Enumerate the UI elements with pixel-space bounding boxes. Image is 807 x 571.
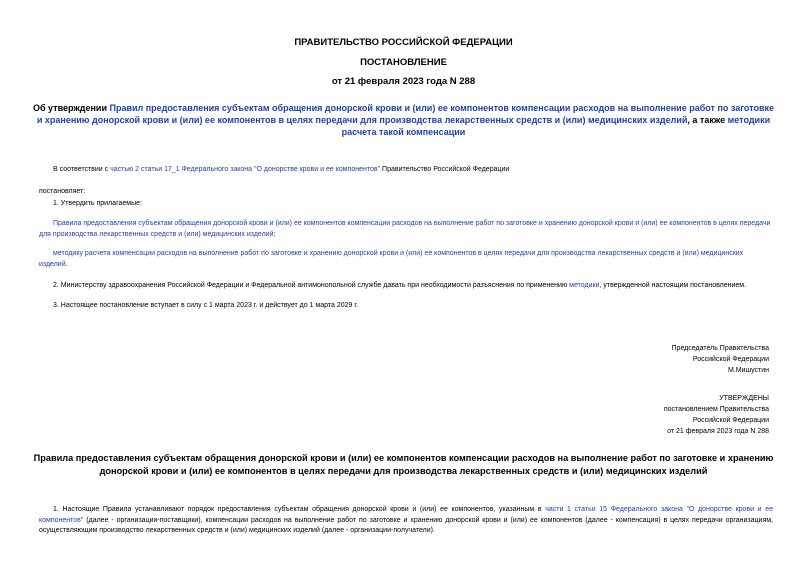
item-1b-method-link[interactable]: методику расчета компенсации расходов на выполнение работ по заготовке и хранению донорской крови и (или) ее компонентов в целях передачи для производства лекарственных средств и (или) медицинских изделий. bbox=[39, 250, 744, 268]
approved-country: Российской Федерации bbox=[692, 417, 769, 424]
government-heading: ПРАВИТЕЛЬСТВО РОССИЙСКОЙ ФЕДЕРАЦИИ bbox=[294, 37, 513, 48]
document-title bbox=[30, 102, 777, 138]
signature-name: М.Мишустин bbox=[727, 367, 769, 374]
signature-block bbox=[672, 343, 769, 376]
resolves-text: постановляет: bbox=[39, 188, 86, 195]
item-2-suffix: , утвержденной настоящим постановлением. bbox=[599, 282, 747, 289]
item-3: 3. Настоящее постановление вступает в силу с 1 марта 2023 г. и действует до 1 марта 2029 г. bbox=[53, 302, 358, 309]
title-middle: , а также bbox=[687, 115, 728, 125]
intro-paragraph bbox=[53, 165, 773, 176]
item-2 bbox=[53, 281, 773, 292]
approved-date: от 21 февраля 2023 года N 288 bbox=[667, 428, 769, 435]
title-method-link[interactable]: методики расчета такой компенсации bbox=[341, 115, 771, 137]
signature-title: Председатель Правительства bbox=[671, 345, 769, 352]
title-rules-link[interactable]: Правил предоставления субъектам обращения донорской крови и (или) ее компонентов компенсации расходов на выполнение работ по заготовке и хранению донорской крови и (или) ее компонентов в целях передачи для производства лекарственных средств и (или) медицинских изделий bbox=[36, 103, 774, 125]
item-1a-rules-link[interactable]: Правила предоставления субъектам обращения донорской крови и (или) ее компонентов компенсации расходов на выполнение работ по заготовке и хранению донорской крови и (или) ее компонентов в целях передачи для производства лекарственных средств и (или) медицинских изделий; bbox=[39, 220, 771, 238]
item-2-method-link[interactable]: методики bbox=[569, 282, 600, 289]
item-1: 1. Утвердить прилагаемые: bbox=[53, 200, 142, 207]
approved-block bbox=[664, 393, 769, 437]
item-2-prefix: 2. Министерству здравоохранения Российской Федерации и Федеральной антимонопольной службе давать при необходимости разъяснения по применению bbox=[53, 282, 570, 289]
rules-item-1-suffix: (далее - организации-поставщики), компенсации расходов на выполнение работ по заготовке и хранению донорской крови и (или) ее компонентов (далее - компенсация) в целях передачи организациям, осуществляющим производство лекарственных средств и (или) медицинских изделий (далее - организации-получатели). bbox=[39, 516, 773, 534]
doc-date-number: от 21 февраля 2023 года N 288 bbox=[331, 76, 476, 87]
signature-country: Российской Федерации bbox=[692, 356, 769, 363]
intro-suffix: Правительство Российской Федерации bbox=[380, 166, 510, 173]
approved-by: постановлением Правительства bbox=[663, 406, 769, 413]
rules-item-1 bbox=[39, 505, 773, 537]
intro-prefix: В соответствии с bbox=[53, 166, 111, 173]
title-prefix: Об утверждении bbox=[33, 103, 110, 113]
intro-law-link[interactable]: частью 2 статьи 17_1 Федерального закона "О донорстве крови и ее компонентов" bbox=[110, 166, 381, 173]
rules-item-1-prefix: 1. Настоящие Правила устанавливают порядок предоставления субъектам обращения донорской крови и (или) ее компонентов, указанным в bbox=[53, 506, 546, 513]
rules-title: Правила предоставления субъектам обращения донорской крови и (или) ее компонентов компенсации расходов на выполнение работ по заготовке и хранению донорской крови и (или) ее компонентов в целях передачи для производства лекарственных средств и (или) медицинских изделий bbox=[33, 453, 774, 476]
approved-label: УТВЕРЖДЕНЫ bbox=[719, 395, 769, 402]
doc-type-heading: ПОСТАНОВЛЕНИЕ bbox=[360, 57, 447, 68]
rules-item-1-law-link[interactable]: части 1 статьи 15 Федерального закона "О донорстве крови и ее компонентов" bbox=[39, 506, 773, 524]
